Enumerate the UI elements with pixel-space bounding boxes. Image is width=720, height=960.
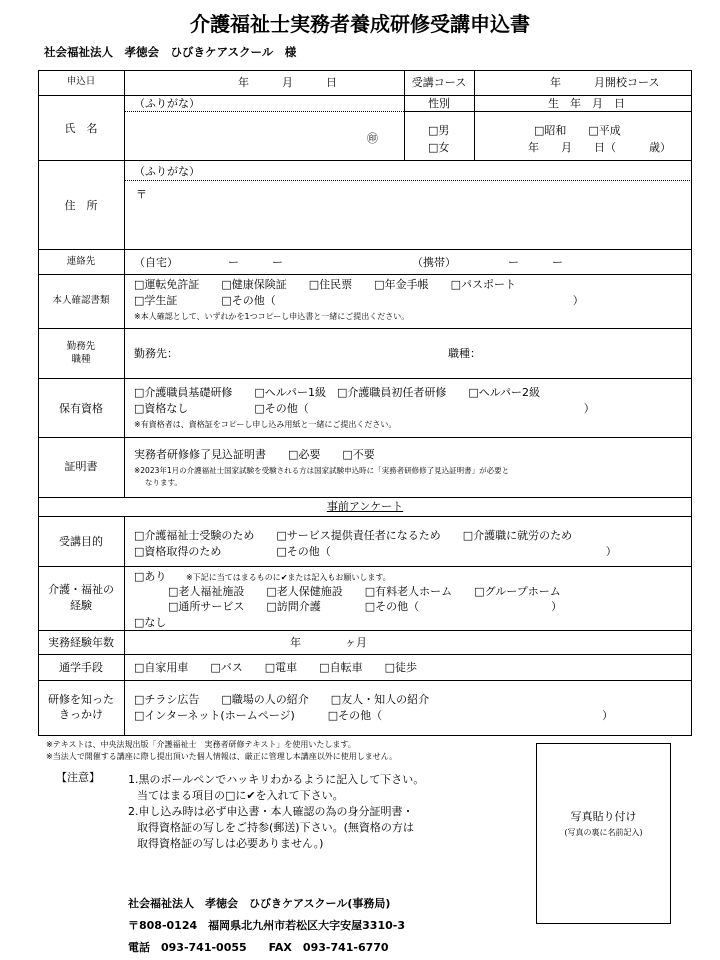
name-label: 氏 名 — [64, 122, 98, 135]
job-field[interactable]: 職種： — [448, 347, 481, 360]
experience-options-1[interactable]: □老人福祉施設 □老人保健施設 □有料老人ホーム □グループホーム — [168, 585, 561, 598]
certificate-note-2: なります。 — [145, 478, 182, 487]
postal-mark: 〒 — [136, 188, 147, 201]
experience-label-2: 経験 — [70, 599, 92, 612]
course-label: 受講コース — [411, 76, 467, 89]
label-column-line — [124, 70, 125, 497]
contact-label: 連絡先 — [66, 256, 96, 267]
commute-label: 通学手段 — [59, 661, 103, 674]
certificate-note-1: ※2023年1月の介護福祉士国家試験を受験される方は国家試験申込時に「実務者研修修了見込証明書」が必要と — [134, 466, 510, 475]
years-field[interactable]: 年 ヶ月 — [290, 636, 367, 649]
form-title: 介護福祉士実務者養成研修受講申込書 — [190, 12, 530, 36]
address-label: 住 所 — [64, 199, 98, 212]
qualification-options-2[interactable]: □資格なし □その他（ ） — [134, 402, 595, 415]
work-label-2: 職種 — [71, 354, 91, 365]
certificate-options[interactable]: 実務者研修修了見込証明書 □必要 □不要 — [134, 448, 375, 461]
seal-mark: ㊞ — [367, 132, 378, 145]
column-line — [474, 70, 475, 160]
office-phone: 電話 093-741-0055 FAX 093-741-6770 — [128, 941, 389, 954]
row-line — [38, 497, 692, 498]
notice-line-3: 2.申し込み時は必ず申込書・本人確認の為の身分証明書・ — [128, 805, 414, 818]
address-furigana-label: （ふりがな） — [134, 165, 200, 178]
addressee: 社会福祉法人 孝徳会 ひびきケアスクール 様 — [44, 45, 297, 59]
certificate-label: 証明書 — [64, 460, 98, 473]
gender-label: 性別 — [428, 97, 450, 110]
apply-date-field[interactable]: 年 月 日 — [238, 76, 337, 89]
row-line — [404, 111, 692, 112]
qualification-options-1[interactable]: □介護職員基礎研修 □ヘルパー1級 □介護職員初任者研修 □ヘルパー2級 — [134, 386, 541, 399]
purpose-options-2[interactable]: □資格取得のため □その他（ ） — [134, 545, 617, 558]
row-line — [38, 654, 692, 655]
source-options-1[interactable]: □チラシ広告 □職場の人の紹介 □友人・知人の紹介 — [134, 693, 430, 706]
mobile-phone-field[interactable]: ー ー — [508, 256, 563, 269]
course-field[interactable]: 年 月開校コース — [550, 76, 660, 89]
id-docs-note: ※本人確認として、いずれかを1つコピーし申込書と一緒にご提出ください。 — [134, 312, 410, 321]
work-label-1: 勤務先 — [66, 341, 96, 352]
name-furigana-label: （ふりがな） — [134, 97, 200, 110]
workplace-field[interactable]: 勤務先： — [134, 347, 178, 360]
photo-sub-label: (写真の裏に名前記入) — [564, 828, 643, 837]
era-checkboxes[interactable]: □昭和 □平成 — [534, 124, 621, 137]
commute-options[interactable]: □自家用車 □バス □電車 □自転車 □徒歩 — [134, 661, 417, 674]
mobile-phone-label: （携帯） — [412, 256, 456, 269]
notice-line-1: 1.黒のボールペンでハッキリわかるように記入して下さい。 — [128, 773, 425, 786]
label-column-line — [124, 516, 125, 736]
source-options-2[interactable]: □インターネット(ホームページ) □その他（ ） — [134, 709, 614, 722]
notice-line-2: 当てはまる項目の□に✔を入れて下さい。 — [137, 789, 344, 802]
home-phone-label: （自宅） — [134, 256, 178, 269]
apply-date-label: 申込日 — [66, 76, 96, 87]
row-line — [38, 378, 692, 379]
qualification-label: 保有資格 — [59, 402, 103, 415]
furigana-dotted-line — [124, 180, 692, 181]
address-field[interactable] — [140, 186, 680, 244]
id-docs-options-1[interactable]: □運転免許証 □健康保険証 □住民票 □年金手帳 □パスポート — [134, 278, 516, 291]
source-label-2: きっかけ — [59, 708, 103, 721]
years-label: 実務経験年数 — [48, 636, 114, 649]
row-line — [38, 630, 692, 631]
gender-male-checkbox[interactable]: □男 — [428, 124, 450, 137]
photo-box[interactable] — [536, 743, 671, 924]
experience-no-checkbox[interactable]: □なし — [134, 616, 167, 629]
footnote-text: ※テキストは、中央法規出版「介護福祉士 実務者研修テキスト」を使用いたします。 — [46, 740, 356, 749]
home-phone-field[interactable]: ー ー — [228, 256, 283, 269]
purpose-label: 受講目的 — [59, 535, 103, 548]
id-docs-options-2[interactable]: □学生証 □その他（ ） — [134, 294, 584, 307]
notice-line-5: 取得資格証の写しは必要ありません。) — [137, 837, 324, 850]
experience-options-2[interactable]: □通所サービス □訪問介護 □その他（ ） — [168, 600, 563, 613]
row-line — [38, 95, 692, 96]
id-docs-label: 本人確認書類 — [52, 295, 110, 306]
experience-yes-checkbox[interactable]: □あり — [134, 570, 167, 583]
row-line — [38, 160, 692, 161]
gender-female-checkbox[interactable]: □女 — [428, 141, 450, 154]
notice-line-4: 取得資格証の写しをご持参(郵送)下さい。(無資格の方は — [137, 821, 414, 834]
footnote-privacy: ※当法人で開催する講座に際し提出頂いた個人情報は、厳正に管理し本講座以外に使用しません。 — [46, 752, 398, 761]
row-line — [38, 249, 692, 250]
row-line — [38, 437, 692, 438]
source-label-1: 研修を知った — [48, 693, 114, 706]
row-line — [38, 566, 692, 567]
row-line — [38, 516, 692, 517]
name-field[interactable] — [128, 113, 398, 157]
office-name: 社会福祉法人 孝徳会 ひびきケアスクール(事務局) — [128, 897, 391, 910]
experience-label-1: 介護・福祉の — [48, 583, 114, 596]
row-line — [38, 680, 692, 681]
birth-date-field[interactable]: 年 月 日（ 歳） — [528, 141, 671, 154]
row-line — [38, 328, 692, 329]
experience-note: ※下記に当てはまるものに✔または記入もお願いします。 — [186, 573, 391, 582]
row-line — [38, 274, 692, 275]
furigana-dotted-line — [124, 111, 404, 112]
birth-date-label: 生 年 月 日 — [548, 97, 625, 110]
qualification-note: ※有資格者は、資格証をコピーし申し込み用紙と一緒にご提出ください。 — [134, 420, 397, 429]
photo-label: 写真貼り付け — [570, 810, 637, 823]
survey-header: 事前アンケート — [326, 500, 404, 513]
notice-label: 【注意】 — [56, 771, 100, 784]
office-address: 〒808-0124 福岡県北九州市若松区大字安屋3310-3 — [128, 919, 405, 932]
purpose-options-1[interactable]: □介護福祉士受験のため □サービス提供責任者になるため □介護職に就労のため — [134, 529, 573, 542]
